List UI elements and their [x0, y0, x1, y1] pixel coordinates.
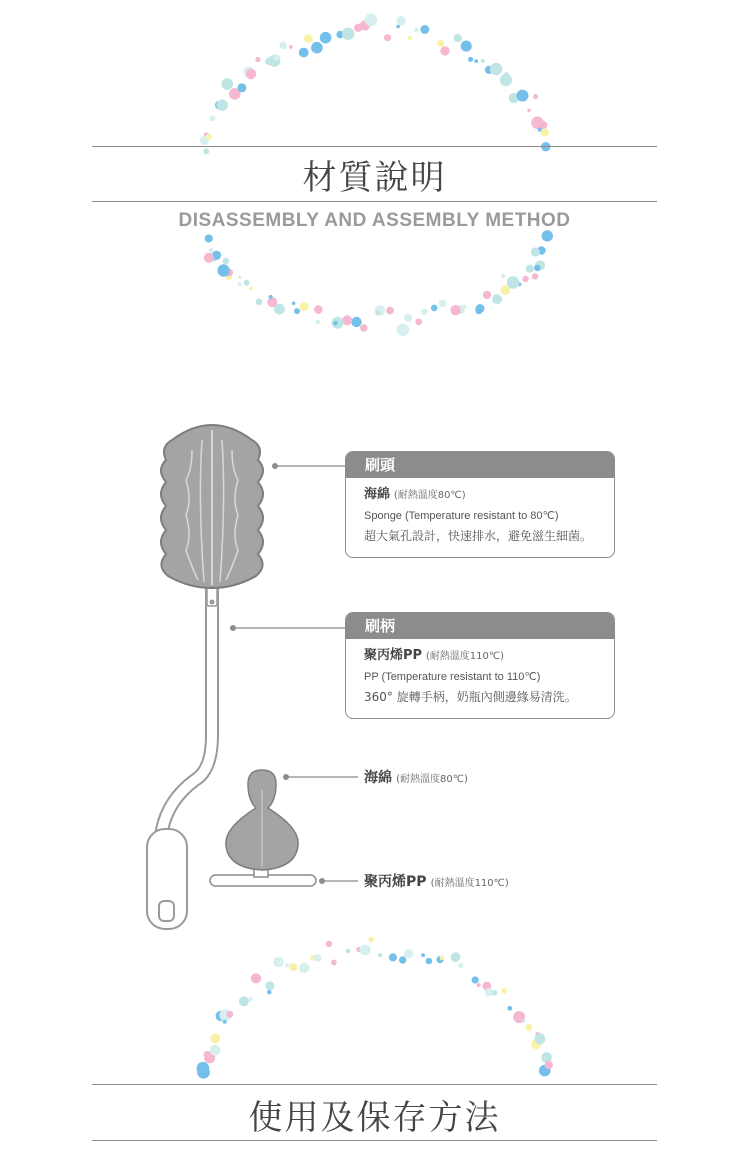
brush-head-english: Sponge (Temperature resistant to 80℃): [364, 510, 559, 522]
base-label: [364, 871, 509, 891]
section-title-usage: 使用及保存方法: [248, 1098, 501, 1138]
brush-head-card-header: 刷頭: [346, 452, 614, 478]
bottom-rule-lower: [92, 1140, 657, 1141]
base-material: 聚丙烯PP: [364, 874, 427, 890]
bottom-rule-upper: [92, 1084, 657, 1085]
brush-head-material: 海綿: [364, 487, 391, 502]
nipple-brush-material: 海綿: [364, 770, 392, 786]
section-subtitle: DISASSEMBLY AND ASSEMBLY METHOD: [178, 210, 571, 231]
handle-card: [345, 612, 615, 719]
section-title-materials: 材質說明: [302, 158, 447, 198]
handle-card-header: 刷柄: [346, 613, 614, 639]
brush-head-card: [345, 451, 615, 558]
nipple-brush-material-note: (耐熱溫度80℃): [396, 774, 468, 785]
handle-english: PP (Temperature resistant to 110℃): [364, 671, 541, 683]
handle-description: 360° 旋轉手柄，奶瓶內側邊緣易清洗。: [364, 690, 577, 704]
nipple-brush-label: [364, 767, 468, 787]
base-material-note: (耐熱溫度110℃): [430, 878, 509, 889]
handle-material: 聚丙烯PP: [364, 648, 423, 663]
handle-material-note: (耐熱溫度110℃): [425, 651, 505, 662]
brush-head-material-note: (耐熱溫度80℃): [393, 490, 466, 501]
brush-head-description: 超大氣孔設計，快速排水，避免滋生細菌。: [364, 529, 593, 543]
